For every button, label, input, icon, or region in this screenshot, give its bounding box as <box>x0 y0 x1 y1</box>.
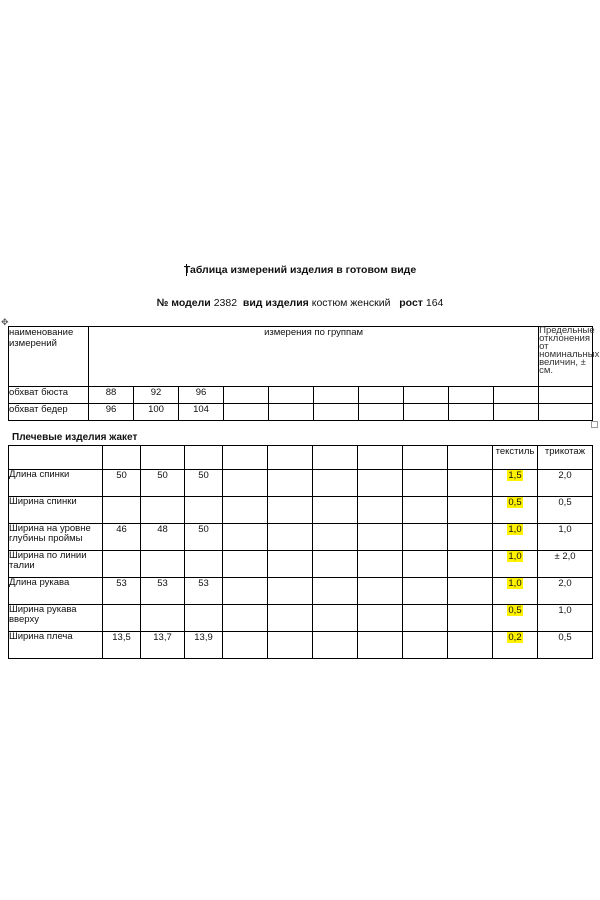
cell-value: 13,5 <box>103 632 141 659</box>
knit-tolerance: 0,5 <box>538 497 593 524</box>
cell-value <box>103 605 141 632</box>
type-label: вид изделия <box>242 297 309 309</box>
cell-value: 100 <box>134 404 179 421</box>
knit-tolerance: 2,0 <box>538 578 593 605</box>
header-knit: трикотаж <box>538 446 593 470</box>
header-textile: текстиль <box>493 446 538 470</box>
table-row <box>9 470 593 497</box>
table-row <box>9 551 593 578</box>
textile-tolerance: 1,5 <box>508 470 522 481</box>
type-value: костюм женский <box>311 297 391 309</box>
table-resize-handle[interactable] <box>591 421 598 428</box>
section-title: Плечевые изделия жакет <box>12 432 138 443</box>
cell-value <box>141 605 185 632</box>
height-value: 164 <box>425 297 444 309</box>
cell-value: 96 <box>179 387 224 404</box>
row-label: обхват бюста <box>9 387 89 404</box>
cell-value: 50 <box>103 470 141 497</box>
cell-value <box>141 551 185 578</box>
cell-value <box>185 551 223 578</box>
cell-value: 96 <box>89 404 134 421</box>
cell-value <box>103 551 141 578</box>
measurements-table <box>8 325 600 421</box>
table-move-icon[interactable]: ✥ <box>1 317 9 327</box>
table-row <box>9 578 593 605</box>
row-label: Ширина спинки <box>9 497 103 524</box>
cell-value <box>141 497 185 524</box>
cell-value: 50 <box>141 470 185 497</box>
header-groups: измерения по группам <box>89 327 539 387</box>
knit-tolerance: 2,0 <box>538 470 593 497</box>
knit-tolerance: 0,5 <box>538 632 593 659</box>
table-row <box>9 497 593 524</box>
cell-value: 50 <box>185 524 223 551</box>
model-label: № модели <box>156 297 211 309</box>
table-row <box>9 632 593 659</box>
row-label: Длина рукава <box>9 578 103 605</box>
textile-tolerance: 0,5 <box>508 497 522 508</box>
cell-value: 48 <box>141 524 185 551</box>
jacket-table <box>8 445 593 659</box>
table-row <box>9 404 593 421</box>
cell-value: 92 <box>134 387 179 404</box>
cell-value: 53 <box>103 578 141 605</box>
cell-value: 104 <box>179 404 224 421</box>
model-value: 2382 <box>213 297 238 309</box>
knit-tolerance: ± 2,0 <box>538 551 593 578</box>
cell-value: 88 <box>89 387 134 404</box>
cell-value: 53 <box>185 578 223 605</box>
document-title: Таблица измерений изделия в готовом виде <box>183 264 417 276</box>
row-label: Ширина на уровне глубины проймы <box>9 524 103 551</box>
knit-tolerance: 1,0 <box>538 524 593 551</box>
textile-tolerance: 1,0 <box>508 524 522 535</box>
cell-value: 13,7 <box>141 632 185 659</box>
row-label: обхват бедер <box>9 404 89 421</box>
document-subtitle <box>0 297 600 309</box>
cell-value <box>185 605 223 632</box>
header-measurement-name: наименование измерений <box>9 327 89 387</box>
cell-value: 46 <box>103 524 141 551</box>
table-row <box>9 605 593 632</box>
textile-tolerance: 0,5 <box>508 605 522 616</box>
textile-tolerance: 0,2 <box>508 632 522 643</box>
textile-tolerance: 1,0 <box>508 578 522 589</box>
knit-tolerance: 1,0 <box>538 605 593 632</box>
textile-tolerance: 1,0 <box>508 551 522 562</box>
table-row <box>9 524 593 551</box>
row-label: Ширина рукава вверху <box>9 605 103 632</box>
cell-value <box>103 497 141 524</box>
table-row <box>9 387 593 404</box>
cell-value: 13,9 <box>185 632 223 659</box>
row-label: Длина спинки <box>9 470 103 497</box>
header-tolerance-note: Предельные отклонения от номинальных величин, ± см. <box>539 327 593 387</box>
row-label: Ширина по линии талии <box>9 551 103 578</box>
cell-value: 53 <box>141 578 185 605</box>
cell-value: 50 <box>185 470 223 497</box>
height-label: рост <box>399 297 423 309</box>
row-label: Ширина плеча <box>9 632 103 659</box>
cell-value <box>185 497 223 524</box>
